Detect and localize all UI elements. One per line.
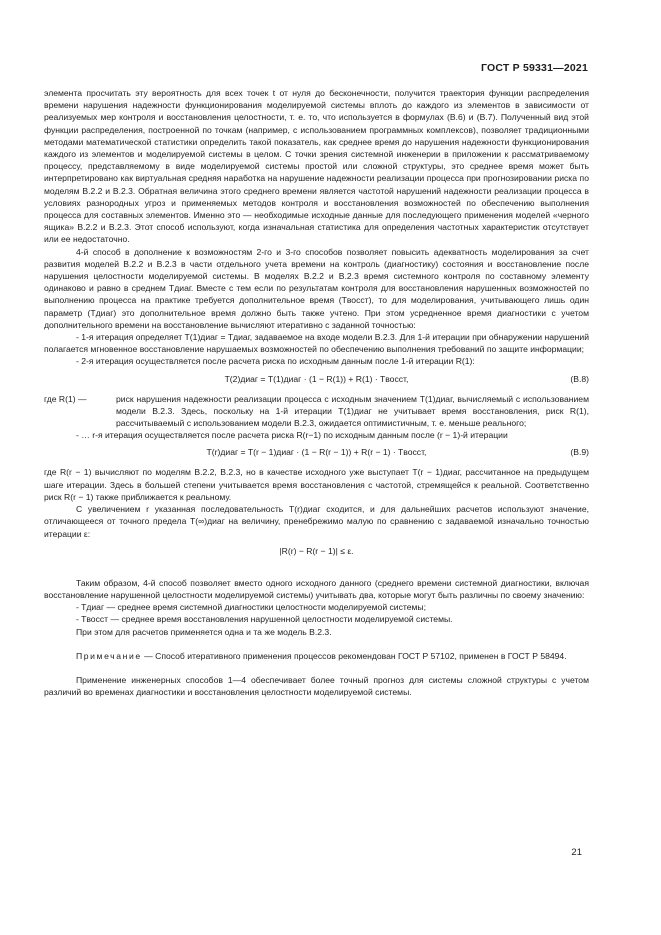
formula-convergence-expression: |R(r) − R(r − 1)| ≤ ε. [279,545,354,556]
list-item-iteration-2: - 2-я итерация осуществляется после расчета риска по исходным данным после 1-й итерации R(1): [76,356,475,367]
formula-convergence [44,545,589,559]
note-text: — Способ итеративного применения процессов рекомендован ГОСТ Р 57102, применен в ГОСТ Р 58494. [141,650,567,661]
formula-b9-number: (В.9) [570,447,589,458]
paragraph-5: Таким образом, 4-й способ позволяет вместо одного исходного данного (среднего времени системной диагностики, включая восстановление нарушенной целостности моделируемой системы) учитывать два, которые могут быть различны по своему значению: [44,577,589,600]
spacer [44,565,589,577]
paragraph-1: элемента просчитать эту вероятность для всех точек t от нуля до бесконечности, получится траектория функции распределения времени нарушения надежности функционирования моделируемой системы вплоть до каждого из элементов в зависимости от реализуемых мер контроля и восстановления целостности, т. е. то, что используется в формулах (В.6) и (В.7). Полученный вид этой функции распределения, построенной по точкам (например, с использованием программных комплексов), позволяет традиционными методами математической статистики определить такой показатель, как среднее время до нарушения надежности функционирования каждого из элементов и моделируемой системы в целом. С точки зрения системной инженерии в приложении к рассматриваемому процессу, представляемому в виде моделируемой системы простой или сложной структуры, это среднее время может быть интерпретировано как виртуальная средняя наработка на нарушение надежности реализации процесса при прогнозировании риска по моделям В.2.2 и В.2.3. Обратная величина этого среднего времени является частотой нарушений надежности реализации процесса в условиях разнородных угроз и применяемых методов контроля и восстановления возможностей по обеспечению выполнения процесса для составных элементов. Именно это — необходимые исходные данные для последующего применения моделей «черного ящика» В.2.2 и В.2.3. Этот способ используют, когда изначальная статистика для определения частотных характеристик отсутствует или ее недостаточно. [44,88,589,245]
spacer [44,662,589,674]
standard-header: ГОСТ Р 59331—2021 [480,62,588,74]
list-item-t-diag: - Tдиаг — среднее время системной диагностики целостности моделируемой системы; [76,602,426,613]
paragraph-2: 4-й способ в дополнение к возможностям 2-го и 3-го способов позволяет повысить адекватность моделирования за счет развития моделей В.2.2 и В.2.3 в части отдельного учета времени на контроль (диагностику) состояния и восстановление после нарушения целостности моделируемой системы. В моделях В.2.2 и В.2.3 время системного контроля по составному элементу одинаково и равно в среднем Tдиаг. Вместе с тем если по результатам контроля для восстановления нарушенных возможностей по выполнению процесса на практике требуется дополнительное время (Tвосст), то для моделирования, учитывающего лишь один параметр (Tдиаг) это дополнительное время должно быть также учтено. При этом усредненное время диагностики с учетом дополнительного времени на восстановление вычисляют итеративно с заданной точностью: [44,246,589,330]
formula-b8 [44,373,589,387]
paragraph-7: Применение инженерных способов 1—4 обеспечивает более точный прогноз для системы сложной структуры с учетом различий во временах диагностики и восстановления целостности моделируемой системы. [44,674,589,698]
spacer [44,638,589,650]
note-label: Примечание [76,650,142,661]
paragraph-4: С увеличением r указанная последовательность T(r)диаг сходится, и для дальнейших расчетов используют значение, отличающееся от точного предела T(∞)диаг на величину, пренебрежимо малую по сравнению с задаваемой изначально точностью итерации ε: [44,504,589,539]
paragraph-6: При этом для расчетов применяется одна и та же модель В.2.3. [76,626,332,637]
list-item-iteration-1: - 1-я итерация определяет T(1)диаг = Tдиаг, задаваемое на входе модели В.2.3. Для 1-й итерации при обнаружении нарушений полагается мгновенное восстановление нарушаемых возможностей по обеспечению выполнения требований по защите информации; [44,332,589,355]
where-clause-label: где R(1) — [44,393,87,404]
list-item-iteration-r: - … r-я итерация осуществляется после расчета риска R(r−1) по исходным данным после (r − 1)-й итерации [76,430,508,441]
where-clause-text: риск нарушения надежности реализации процесса с исходным значением T(1)диаг, вычисляемый с использованием модели В.2.3. Здесь, поскольку на 1-й итерации T(1)диаг не учитывает время восстановления, риск R(1), рассчитываемый с использованием модели В.2.3, ожидается оптимистичным, т. е. меньше реального; [116,393,589,429]
document-body [44,87,589,698]
note [44,650,589,662]
formula-b9-expression: T(r)диаг = T(r − 1)диаг · (1 − R(r − 1)) + R(r − 1) · Tвосст, [206,447,427,458]
where-clause-1 [44,393,589,430]
paragraph-3: где R(r − 1) вычисляют по моделям В.2.2, В.2.3, но в качестве исходного уже выступает T(r − 1)диаг, рассчитанное на предыдущем шаге итерации. Здесь в большей степени учитывается время восстановления с частотой, стремящейся к реальной. Соответственно риск R(r − 1) также приближается к реальному. [44,467,589,502]
formula-b8-expression: T(2)диаг = T(1)диаг · (1 − R(1)) + R(1) · Tвосст, [224,373,409,384]
formula-b8-number: (В.8) [570,373,589,384]
list-item-t-vosst: - Tвосст — среднее время восстановления нарушенной целостности моделируемой системы. [76,614,453,625]
formula-b9 [44,446,589,460]
page-number: 21 [571,847,582,858]
